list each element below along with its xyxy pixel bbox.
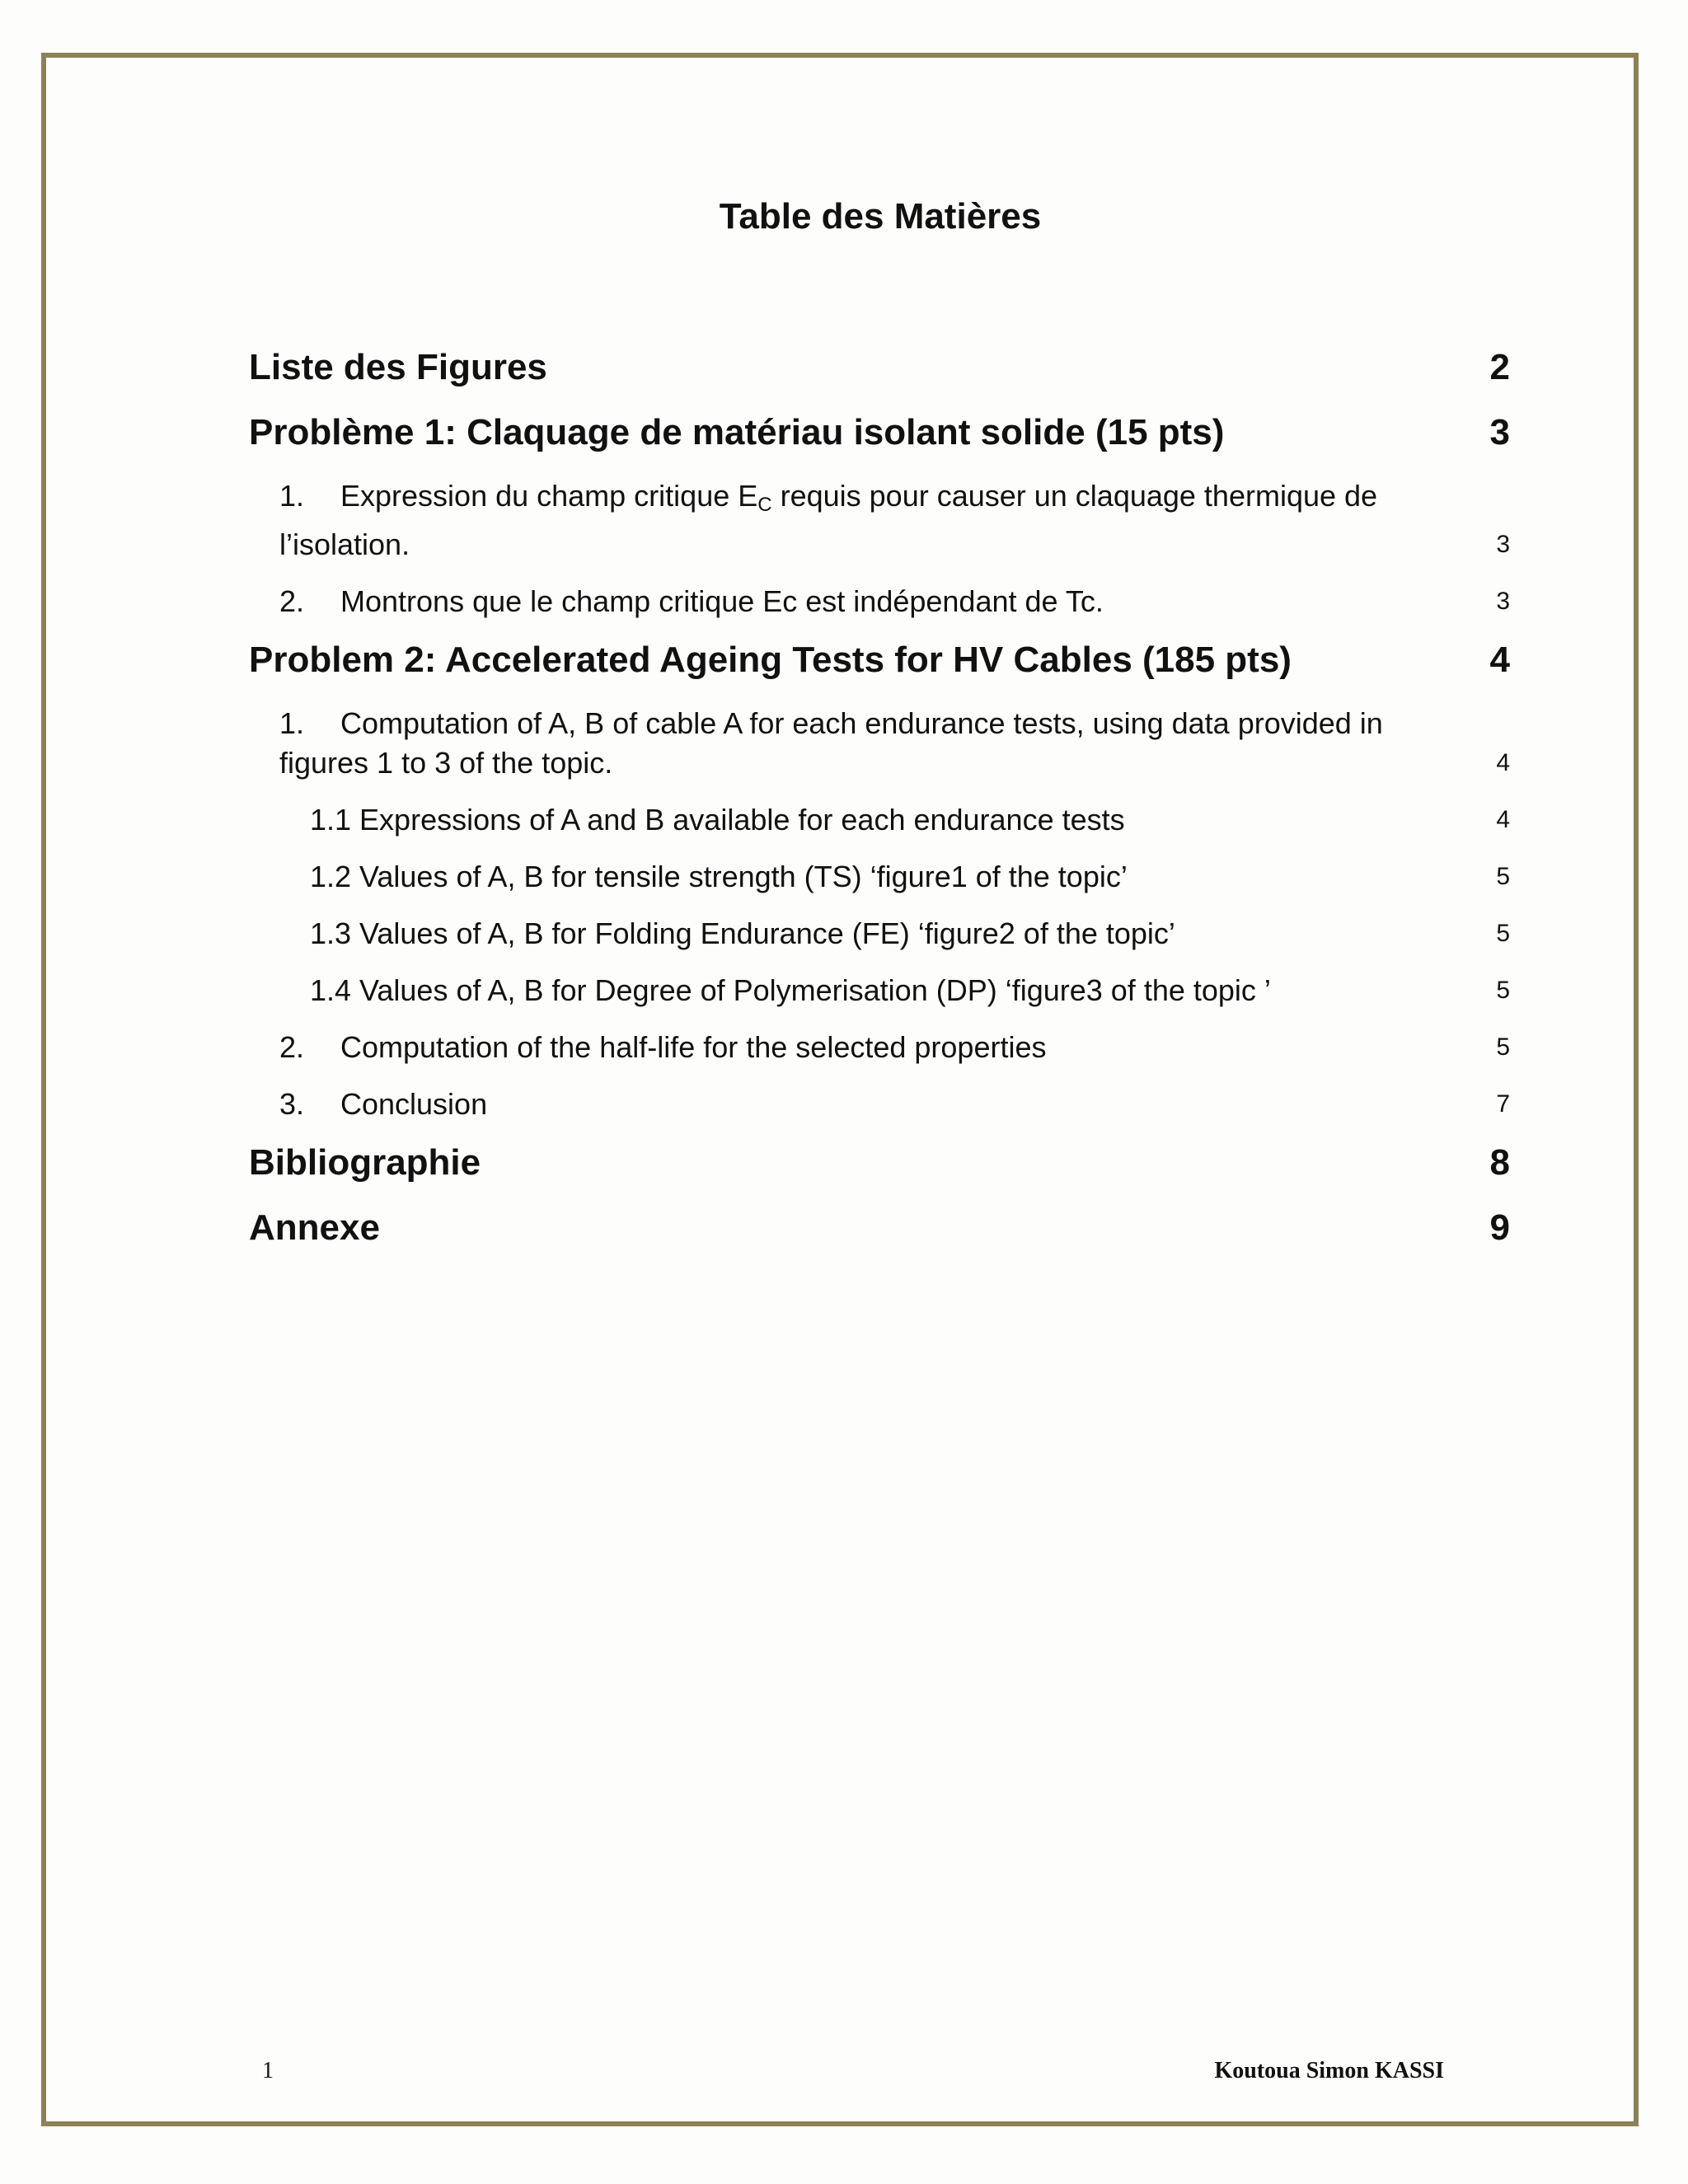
toc-entry-label: Bibliographie — [249, 1142, 481, 1183]
toc-entry-page: 3 — [1496, 531, 1510, 558]
toc-entry-text: requis pour causer un claquage thermique de l’isolation. — [279, 479, 1378, 561]
toc-entry-text: Expression du champ critique E — [340, 479, 758, 513]
toc-entry-text: Conclusion — [340, 1087, 488, 1121]
toc-entry-page: 2 — [1489, 347, 1510, 387]
toc-entry[interactable] — [249, 857, 1510, 897]
toc-entry-page: 4 — [1496, 749, 1510, 776]
toc-entry-label: 1.3 Values of A, B for Folding Endurance (FE) ‘figure2 of the topic’ — [310, 916, 1175, 950]
toc-entry[interactable] — [249, 914, 1510, 954]
toc-entry-number: 1. — [279, 706, 305, 740]
toc-entry[interactable] — [249, 704, 1510, 783]
toc-entry-label: 1.1 Expressions of A and B available for each endurance tests — [310, 803, 1125, 837]
toc-entry-label: Problème 1: Claquage de matériau isolant solide (15 pts) — [249, 412, 1225, 452]
toc-entry-page: 5 — [1496, 1033, 1510, 1061]
toc-entry[interactable] — [249, 411, 1510, 454]
toc-entry-page: 8 — [1489, 1142, 1510, 1183]
toc-entry-text: Computation of A, B of cable A for each endurance tests, using data provided in figures 1 to 3 of the topic. — [279, 706, 1383, 780]
toc-entry-label: Annexe — [249, 1207, 380, 1248]
toc-entry-label — [279, 476, 1461, 565]
toc-entry-page: 3 — [1496, 588, 1510, 615]
footer-author: Koutoua Simon KASSI — [1214, 2058, 1444, 2083]
toc-entry-label: Problem 2: Accelerated Ageing Tests for HV Cables (185 pts) — [249, 640, 1292, 680]
page-title: Table des Matières — [719, 196, 1042, 237]
toc-entry-number: 2. — [279, 584, 305, 618]
toc-entry-number: 1. — [279, 479, 305, 513]
toc-entry-page: 4 — [1489, 640, 1510, 680]
toc-entry[interactable] — [249, 971, 1510, 1010]
toc-entry-label — [279, 1028, 1461, 1067]
table-of-contents — [249, 346, 1510, 1272]
toc-entry[interactable] — [249, 1028, 1510, 1067]
toc-entry-label: Liste des Figures — [249, 347, 547, 387]
toc-entry[interactable] — [249, 1141, 1510, 1184]
toc-entry-label: 1.2 Values of A, B for tensile strength (TS) ‘figure1 of the topic’ — [310, 860, 1128, 893]
toc-entry-text: Montrons que le champ critique Ec est indépendant de Tc. — [340, 584, 1104, 618]
toc-entry-page: 4 — [1496, 806, 1510, 833]
toc-entry[interactable] — [249, 346, 1510, 389]
toc-entry-page: 7 — [1496, 1090, 1510, 1118]
toc-entry[interactable] — [249, 1207, 1510, 1249]
toc-entry-page: 9 — [1489, 1207, 1510, 1248]
toc-entry-label: 1.4 Values of A, B for Degree of Polymerisation (DP) ‘figure3 of the topic ’ — [310, 973, 1271, 1007]
footer-page-number: 1 — [262, 2058, 274, 2083]
toc-entry-number: 2. — [279, 1030, 305, 1064]
toc-entry-subscript: C — [757, 494, 772, 516]
toc-entry-text: Computation of the half-life for the selected properties — [340, 1030, 1047, 1064]
toc-entry[interactable] — [249, 1085, 1510, 1124]
toc-entry[interactable] — [249, 800, 1510, 840]
toc-entry-label — [279, 1085, 1461, 1124]
toc-entry-number: 3. — [279, 1087, 305, 1121]
toc-entry-page: 5 — [1496, 863, 1510, 890]
toc-entry-page: 5 — [1496, 920, 1510, 947]
toc-entry[interactable] — [249, 476, 1510, 565]
toc-entry-page: 5 — [1496, 977, 1510, 1004]
toc-entry-label — [279, 704, 1461, 783]
toc-entry-label — [279, 582, 1461, 621]
toc-entry-page: 3 — [1489, 412, 1510, 452]
toc-entry[interactable] — [249, 582, 1510, 621]
toc-entry[interactable] — [249, 639, 1510, 682]
